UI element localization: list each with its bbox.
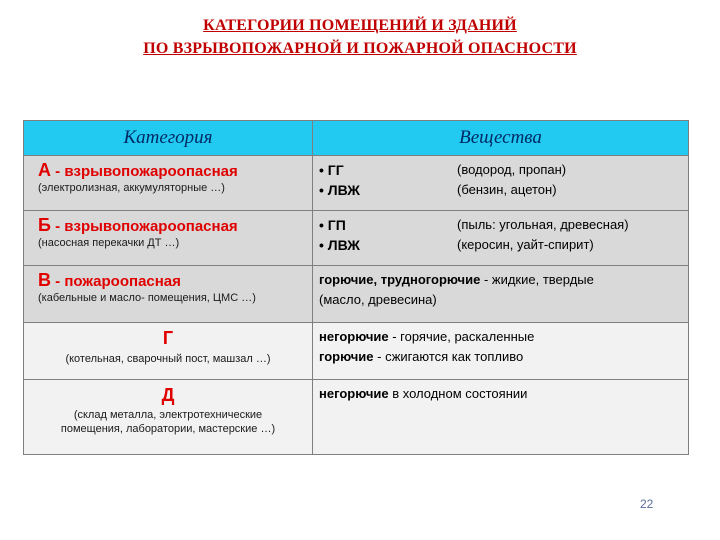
category-note: (кабельные и масло- помещения, ЦМС …) [38, 292, 256, 304]
page-number: 22 [640, 497, 654, 511]
category-note: помещения, лаборатории, мастерские …) [60, 423, 276, 435]
categories-table [23, 120, 689, 455]
category-letter: В [38, 270, 51, 290]
substance-bold: горючие, трудногорючие [319, 272, 481, 287]
category-cell [24, 266, 313, 323]
category-letter: Г [162, 328, 174, 348]
substance-key: • ГП [319, 217, 346, 233]
substance-bold: негорючие [319, 329, 389, 344]
header-category: Категория [24, 121, 313, 156]
substance-value: (водород, пропан) [457, 162, 567, 177]
table-row [24, 211, 689, 266]
substances-cell [313, 323, 689, 380]
category-label: - взрывопожароопасная [51, 163, 238, 180]
substances-cell [313, 380, 689, 455]
category-note: (насосная перекачки ДТ …) [38, 237, 180, 249]
substance-text: - горячие, раскаленные [388, 329, 535, 344]
title-line-2: ПО ВЗРЫВОПОЖАРНОЙ И ПОЖАРНОЙ ОПАСНОСТИ [143, 40, 577, 57]
category-letter: Б [38, 215, 51, 235]
header-substances: Вещества [313, 121, 689, 156]
category-cell [24, 211, 313, 266]
substance-bold: негорючие [319, 386, 389, 401]
category-cell [24, 156, 313, 211]
substance-value: (керосин, уайт-спирит) [457, 237, 594, 252]
category-cell [24, 380, 313, 455]
category-note: (электролизная, аккумуляторные …) [38, 182, 225, 194]
category-letter: А [38, 160, 51, 180]
category-letter: Д [161, 385, 175, 405]
substance-value: (бензин, ацетон) [457, 182, 557, 197]
table-row [24, 156, 689, 211]
table-row [24, 380, 689, 455]
category-label: - взрывопожароопасная [50, 218, 238, 235]
substance-text: - сжигаются как топливо [373, 349, 524, 364]
substance-value: (пыль: угольная, древесная) [457, 217, 629, 232]
substances-cell [313, 266, 689, 323]
category-label: - пожароопасная [51, 273, 181, 290]
table-row [24, 323, 689, 380]
category-note: (склад металла, электротехнические [73, 409, 263, 421]
substance-text: (масло, древесина) [319, 292, 437, 307]
substance-text: в холодном состоянии [388, 386, 528, 401]
category-note: (котельная, сварочный пост, машзал …) [65, 353, 271, 365]
category-cell [24, 323, 313, 380]
substances-cell [313, 156, 689, 211]
substance-text: - жидкие, твердые [480, 272, 594, 287]
substance-key: • ЛВЖ [319, 237, 360, 253]
table-header-row [24, 121, 689, 156]
title-line-1: КАТЕГОРИИ ПОМЕЩЕНИЙ И ЗДАНИЙ [203, 17, 517, 34]
substances-cell [313, 211, 689, 266]
substance-key: • ЛВЖ [319, 182, 360, 198]
table-row [24, 266, 689, 323]
substance-bold: горючие [319, 349, 374, 364]
substance-key: • ГГ [319, 162, 344, 178]
slide-title [0, 14, 720, 60]
